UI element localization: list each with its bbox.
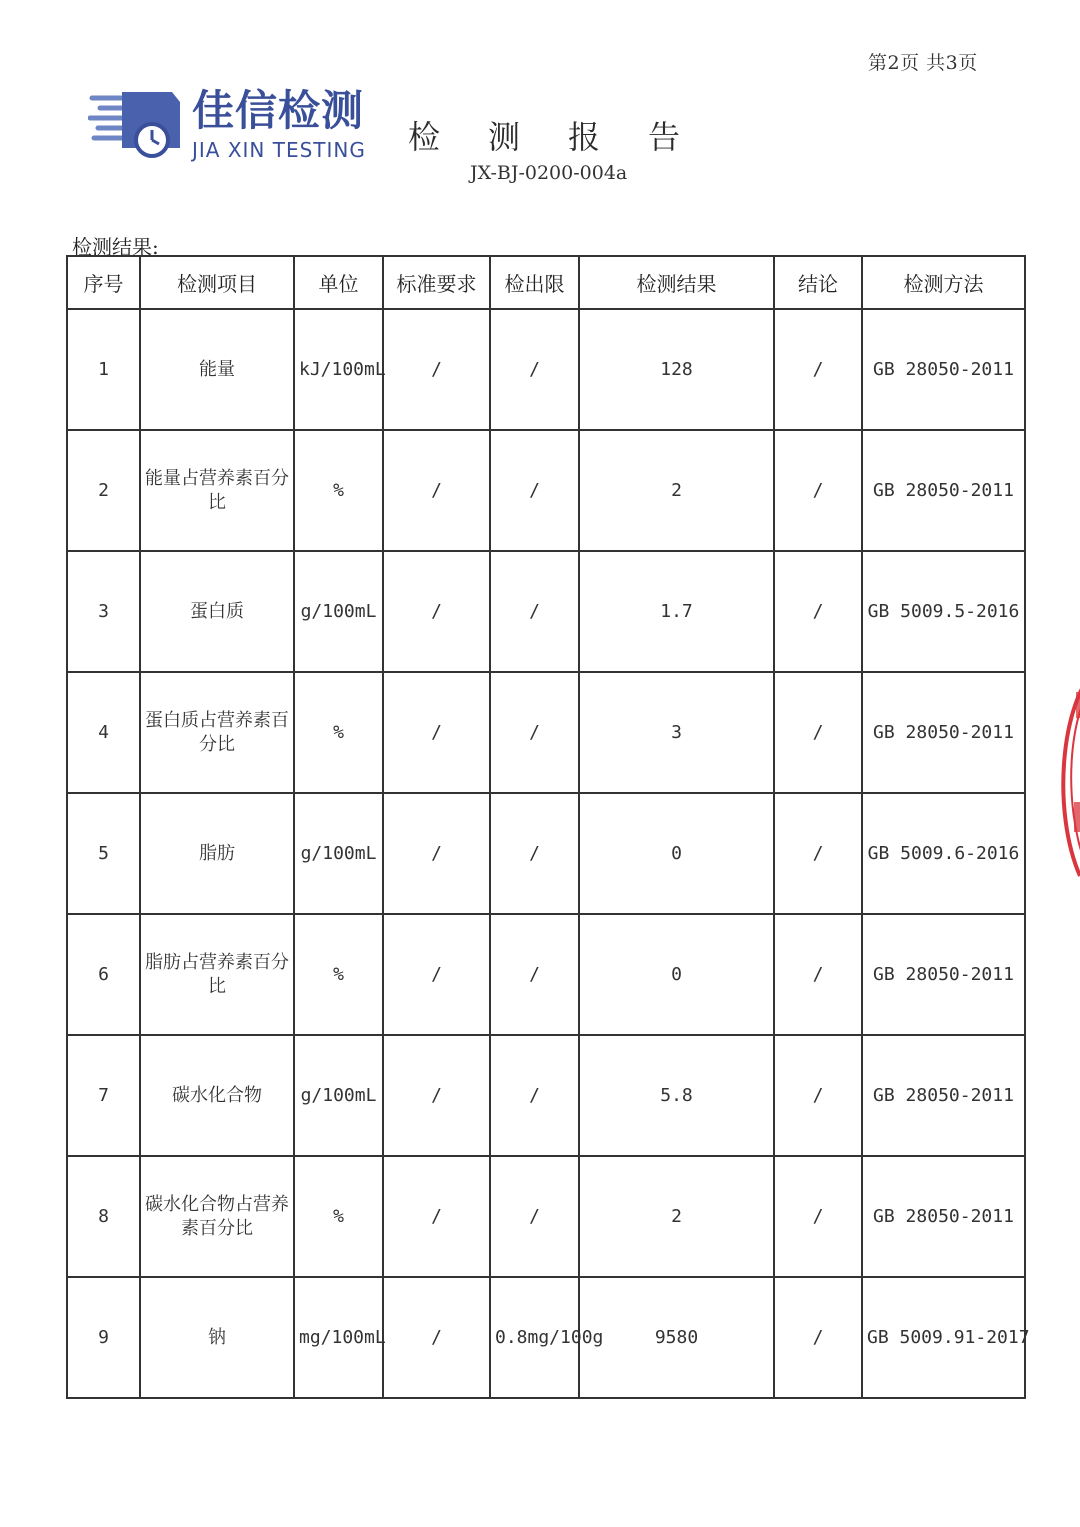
cell-result: 3 bbox=[579, 672, 774, 793]
cell-no: 8 bbox=[67, 1156, 140, 1277]
cell-item: 碳水化合物 bbox=[140, 1035, 294, 1156]
cell-limit: / bbox=[490, 309, 579, 430]
cell-standard: / bbox=[383, 914, 490, 1035]
cell-standard: / bbox=[383, 672, 490, 793]
cell-result: 128 bbox=[579, 309, 774, 430]
cell-conclusion: / bbox=[774, 914, 862, 1035]
cell-result: 9580 bbox=[579, 1277, 774, 1398]
cell-method: GB 28050-2011 bbox=[862, 672, 1025, 793]
cell-result: 2 bbox=[579, 1156, 774, 1277]
cell-standard: / bbox=[383, 1035, 490, 1156]
logo-name-en: JIA XIN TESTING bbox=[192, 138, 366, 162]
header-cell-method: 检测方法 bbox=[862, 256, 1025, 309]
report-title: 检测报告 bbox=[408, 118, 729, 156]
logo-name-cn: 佳信检测 bbox=[192, 86, 365, 135]
cell-standard: / bbox=[383, 793, 490, 914]
table-row bbox=[67, 793, 1025, 914]
cell-no: 2 bbox=[67, 430, 140, 551]
cell-standard: / bbox=[383, 430, 490, 551]
cell-conclusion: / bbox=[774, 309, 862, 430]
cell-method: GB 28050-2011 bbox=[862, 430, 1025, 551]
header-cell-result: 检测结果 bbox=[579, 256, 774, 309]
cell-conclusion: / bbox=[774, 1035, 862, 1156]
table-row bbox=[67, 1156, 1025, 1277]
table-row bbox=[67, 551, 1025, 672]
report-code: JX-BJ-0200-004a bbox=[470, 162, 628, 184]
cell-limit: / bbox=[490, 672, 579, 793]
cell-limit: / bbox=[490, 430, 579, 551]
cell-item: 蛋白质占营养素百分比 bbox=[140, 672, 294, 793]
cell-unit: % bbox=[294, 430, 383, 551]
cell-result: 2 bbox=[579, 430, 774, 551]
cell-result: 0 bbox=[579, 793, 774, 914]
cell-no: 1 bbox=[67, 309, 140, 430]
cell-item: 能量 bbox=[140, 309, 294, 430]
cell-conclusion: / bbox=[774, 793, 862, 914]
header-cell-no: 序号 bbox=[67, 256, 140, 309]
cell-item: 钠 bbox=[140, 1277, 294, 1398]
cell-unit: mg/100mL bbox=[294, 1277, 383, 1398]
cell-no: 4 bbox=[67, 672, 140, 793]
cell-item: 脂肪占营养素百分比 bbox=[140, 914, 294, 1035]
header-cell-standard: 标准要求 bbox=[383, 256, 490, 309]
cell-result: 5.8 bbox=[579, 1035, 774, 1156]
cell-conclusion: / bbox=[774, 1156, 862, 1277]
cell-method: GB 28050-2011 bbox=[862, 1035, 1025, 1156]
cell-item: 脂肪 bbox=[140, 793, 294, 914]
cell-standard: / bbox=[383, 551, 490, 672]
seal-stamp-icon bbox=[1040, 662, 1080, 882]
cell-method: GB 28050-2011 bbox=[862, 1156, 1025, 1277]
section-title: 检测结果: bbox=[72, 235, 159, 259]
cell-conclusion: / bbox=[774, 672, 862, 793]
cell-unit: % bbox=[294, 672, 383, 793]
cell-limit: / bbox=[490, 914, 579, 1035]
cell-method: GB 5009.6-2016 bbox=[862, 793, 1025, 914]
cell-standard: / bbox=[383, 309, 490, 430]
cell-unit: g/100mL bbox=[294, 551, 383, 672]
table-row bbox=[67, 1277, 1025, 1398]
table-row bbox=[67, 672, 1025, 793]
cell-no: 6 bbox=[67, 914, 140, 1035]
cell-no: 3 bbox=[67, 551, 140, 672]
cell-no: 5 bbox=[67, 793, 140, 914]
table-row bbox=[67, 430, 1025, 551]
logo-mark-icon bbox=[88, 86, 188, 166]
cell-item: 碳水化合物占营养素百分比 bbox=[140, 1156, 294, 1277]
header-cell-unit: 单位 bbox=[294, 256, 383, 309]
cell-conclusion: / bbox=[774, 551, 862, 672]
cell-method: GB 28050-2011 bbox=[862, 914, 1025, 1035]
page-indicator: 第2页 共3页 bbox=[868, 52, 978, 74]
cell-limit: / bbox=[490, 551, 579, 672]
cell-limit: / bbox=[490, 1035, 579, 1156]
company-logo bbox=[88, 86, 388, 166]
table-row bbox=[67, 309, 1025, 430]
cell-method: GB 5009.91-2017 bbox=[862, 1277, 1025, 1398]
header-cell-item: 检测项目 bbox=[140, 256, 294, 309]
cell-item: 能量占营养素百分比 bbox=[140, 430, 294, 551]
cell-method: GB 5009.5-2016 bbox=[862, 551, 1025, 672]
cell-unit: % bbox=[294, 1156, 383, 1277]
cell-no: 9 bbox=[67, 1277, 140, 1398]
cell-method: GB 28050-2011 bbox=[862, 309, 1025, 430]
cell-unit: g/100mL bbox=[294, 793, 383, 914]
cell-result: 1.7 bbox=[579, 551, 774, 672]
cell-unit: % bbox=[294, 914, 383, 1035]
cell-conclusion: / bbox=[774, 430, 862, 551]
cell-limit: 0.8mg/100g bbox=[490, 1277, 579, 1398]
table-row bbox=[67, 914, 1025, 1035]
cell-standard: / bbox=[383, 1156, 490, 1277]
cell-limit: / bbox=[490, 1156, 579, 1277]
table-header-row bbox=[67, 256, 1025, 309]
cell-item: 蛋白质 bbox=[140, 551, 294, 672]
cell-no: 7 bbox=[67, 1035, 140, 1156]
header-cell-limit: 检出限 bbox=[490, 256, 579, 309]
cell-standard: / bbox=[383, 1277, 490, 1398]
cell-result: 0 bbox=[579, 914, 774, 1035]
cell-conclusion: / bbox=[774, 1277, 862, 1398]
results-table bbox=[66, 255, 1030, 1399]
header-cell-conclusion: 结论 bbox=[774, 256, 862, 309]
cell-limit: / bbox=[490, 793, 579, 914]
table-row bbox=[67, 1035, 1025, 1156]
cell-unit: kJ/100mL bbox=[294, 309, 383, 430]
cell-unit: g/100mL bbox=[294, 1035, 383, 1156]
